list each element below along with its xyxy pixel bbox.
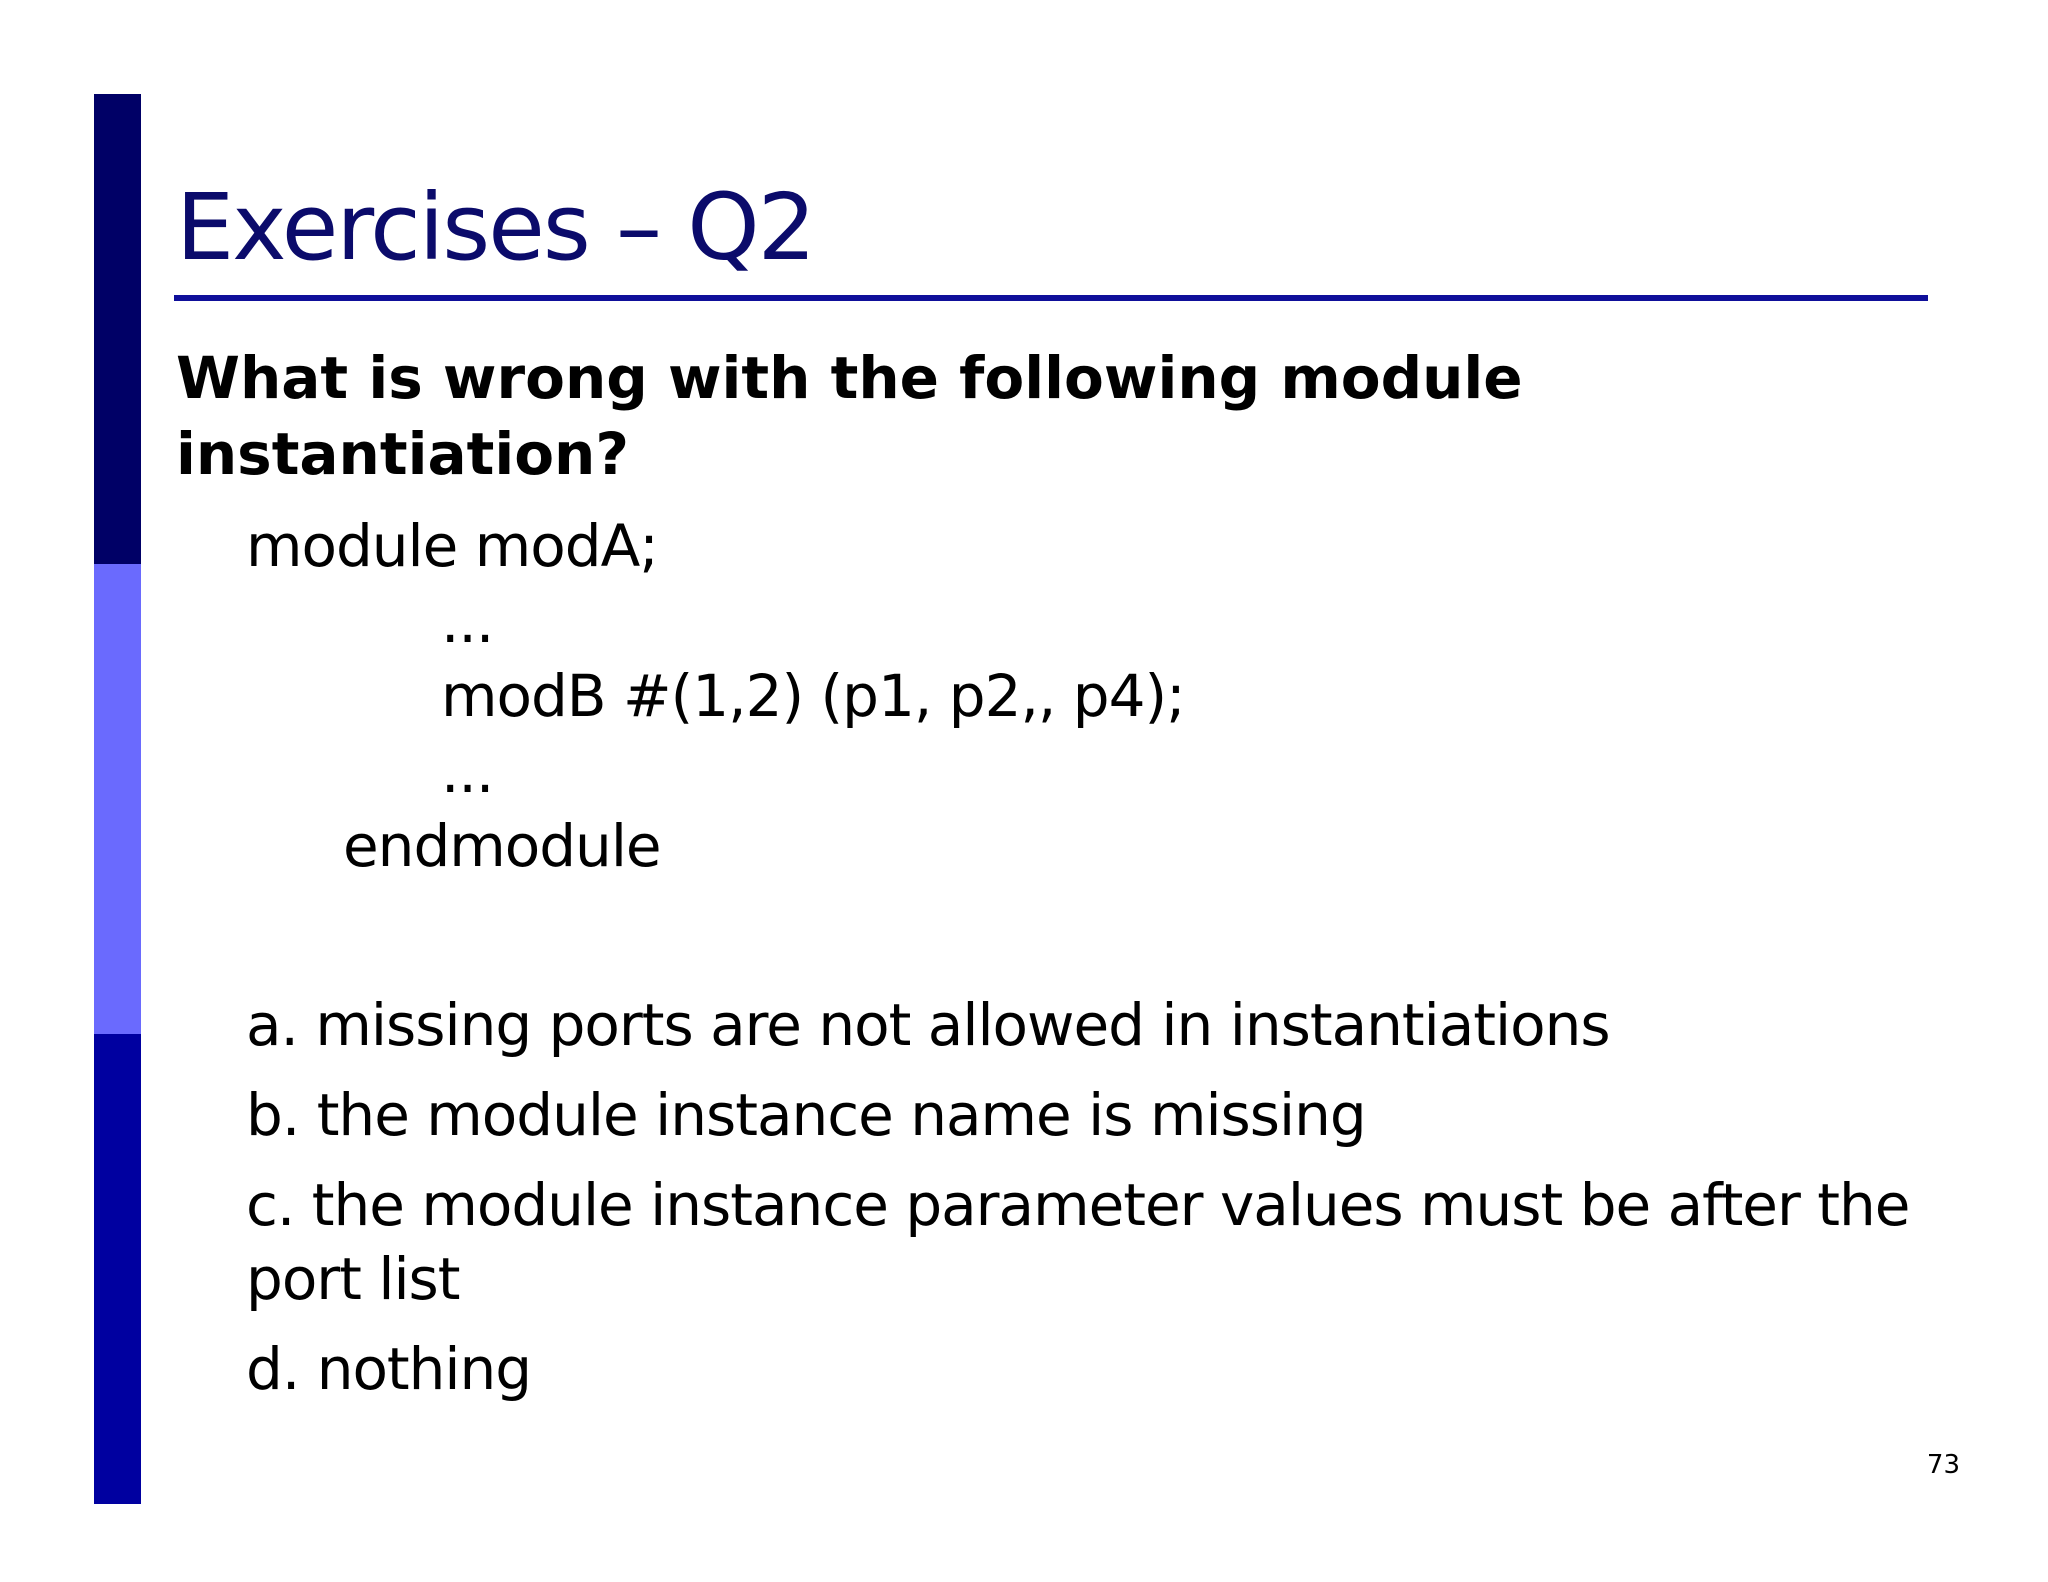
code-line: ... bbox=[441, 738, 494, 806]
answer-option-a: a. missing ports are not allowed in instantiations bbox=[246, 991, 1610, 1059]
accent-bar-bottom bbox=[94, 1034, 141, 1504]
answer-option-d: d. nothing bbox=[246, 1335, 532, 1403]
title-underline bbox=[174, 295, 1928, 301]
answer-options bbox=[246, 988, 1936, 1422]
accent-bar-top bbox=[94, 94, 141, 564]
code-line: ... bbox=[441, 588, 494, 656]
question-text: What is wrong with the following module instantiation? bbox=[176, 344, 1523, 488]
code-line: modB #(1,2) (p1, p2,, p4); bbox=[441, 662, 1185, 730]
page-number: 73 bbox=[1926, 1450, 1960, 1480]
accent-bar-middle bbox=[94, 564, 141, 1034]
answer-option-c: c. the module instance parameter values must be after the port list bbox=[246, 1171, 1910, 1313]
answer-option-b: b. the module instance name is missing bbox=[246, 1081, 1366, 1149]
code-line: module modA; bbox=[246, 512, 658, 580]
slide-title: Exercises – Q2 bbox=[176, 174, 815, 281]
code-line: endmodule bbox=[343, 812, 661, 880]
